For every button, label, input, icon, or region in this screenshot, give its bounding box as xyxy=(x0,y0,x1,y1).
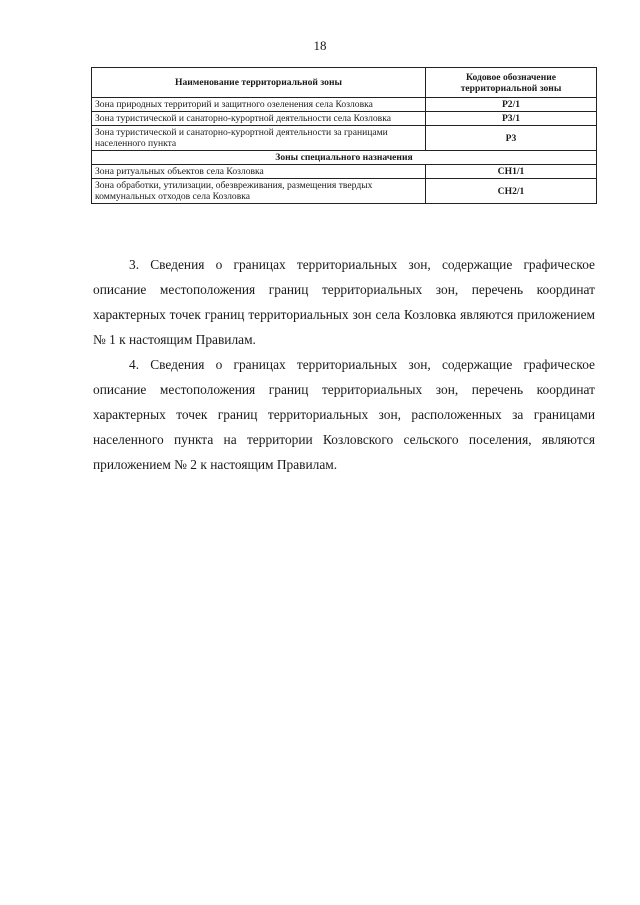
header-zone-name: Наименование территориальной зоны xyxy=(92,68,426,98)
zone-name-cell: Зона природных территорий и защитного озеленения села Козловка xyxy=(92,98,426,112)
table-row xyxy=(92,98,597,112)
table-header-row xyxy=(92,68,597,98)
table-row xyxy=(92,165,597,179)
paragraph-3 xyxy=(93,252,595,352)
header-zone-code: Кодовое обозначение территориальной зоны xyxy=(426,68,597,98)
paragraph-4-text: 4. Сведения о границах территориальных зон, содержащие графическое описание местоположения границ территориальных зон, перечень координат характерных точек границ территориальных зон, расположенных за границами населенного пункта на территории Козловского сельского поселения, являются приложением № 2 к настоящим Правилам. xyxy=(93,357,595,472)
zone-name-cell: Зона туристической и санаторно-курортной деятельности за границами населенного пункта xyxy=(92,126,426,151)
zone-name-cell: Зона ритуальных объектов села Козловка xyxy=(92,165,426,179)
table-row xyxy=(92,126,597,151)
zone-code-cell: Р3 xyxy=(426,126,597,151)
zone-name-cell: Зона обработки, утилизации, обезвреживания, размещения твердых коммунальных отходов села Козловка xyxy=(92,179,426,204)
page-number: 18 xyxy=(313,38,327,53)
territorial-zones-table xyxy=(91,67,597,204)
paragraph-3-text: 3. Сведения о границах территориальных зон, содержащие графическое описание местоположения границ территориальных зон, перечень координат характерных точек границ территориальных зон села Козловка являются приложением № 1 к настоящим Правилам. xyxy=(93,257,595,347)
zone-name-cell: Зона туристической и санаторно-курортной деятельности села Козловка xyxy=(92,112,426,126)
zone-code-cell: Р3/1 xyxy=(426,112,597,126)
table-group-row xyxy=(92,151,597,165)
zone-code-cell: СН2/1 xyxy=(426,179,597,204)
zone-code-cell: СН1/1 xyxy=(426,165,597,179)
table-row xyxy=(92,179,597,204)
group-heading: Зоны специального назначения xyxy=(92,151,597,165)
paragraph-4 xyxy=(93,352,595,477)
zone-code-cell: Р2/1 xyxy=(426,98,597,112)
table-row xyxy=(92,112,597,126)
